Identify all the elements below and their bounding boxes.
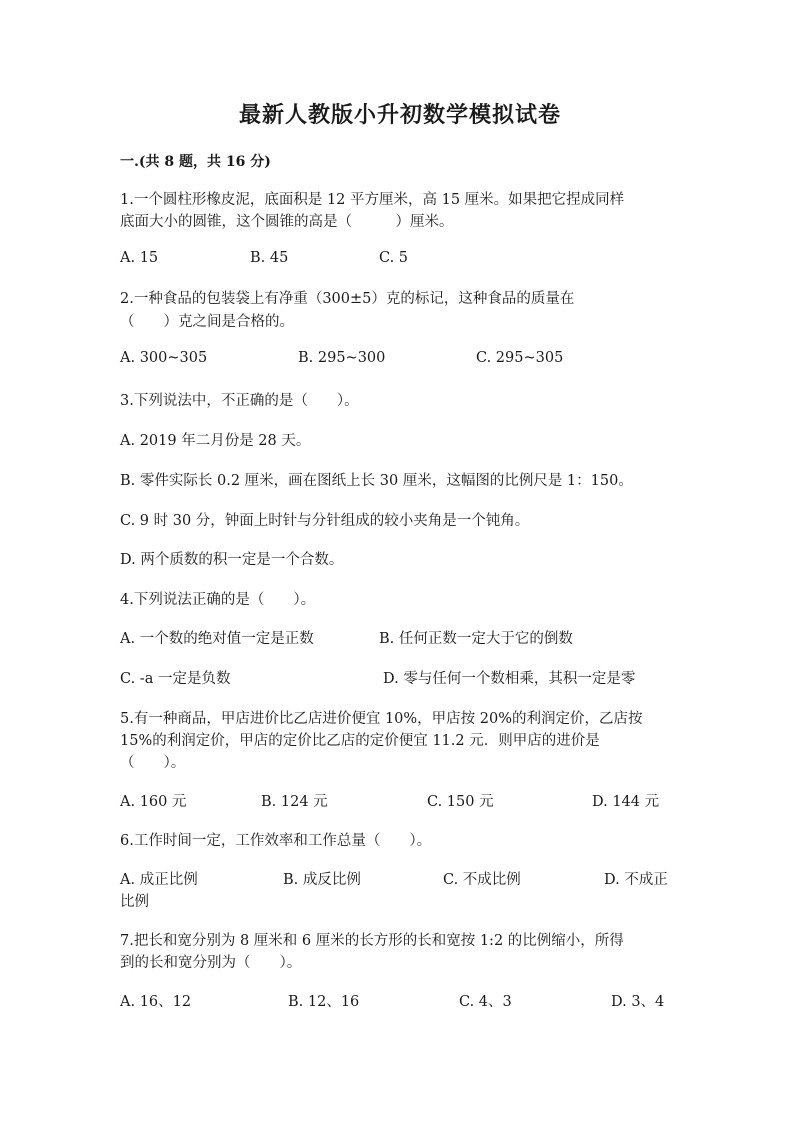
question-3-option-a: A. 2019 年二月份是 28 天。 (120, 433, 311, 449)
question-4-option-a: A. 一个数的绝对值一定是正数 (120, 631, 314, 647)
question-5-option-a: A. 160 元 (120, 794, 187, 810)
question-7-option-a: A. 16、12 (120, 994, 192, 1010)
question-7-option-b: B. 12、16 (288, 994, 360, 1010)
question-4-option-c: C. -a 一定是负数 (120, 671, 231, 687)
question-1-line-2: 底面大小的圆锥，这个圆锥的高是（ ）厘米。 (120, 214, 454, 230)
question-1-option-c: C. 5 (379, 250, 409, 266)
question-6-option-d: D. 不成正 (604, 872, 668, 888)
question-5-option-d: D. 144 元 (592, 794, 660, 810)
question-5-line-1: 5.有一种商品，甲店进价比乙店进价便宜 10%，甲店按 20%的利润定价，乙店按 (120, 711, 643, 727)
question-3-line-1: 3.下列说法中，不正确的是（ ）。 (120, 393, 359, 409)
question-6-line-1: 6.工作时间一定，工作效率和工作总量（ ）。 (120, 833, 432, 849)
question-6-option-a: A. 成正比例 (120, 872, 198, 888)
question-3-option-b: B. 零件实际长 0.2 厘米，画在图纸上长 30 厘米，这幅图的比例尺是 1：150。 (120, 473, 633, 489)
question-1-option-a: A. 15 (120, 250, 159, 266)
question-1-line-1: 1.一个圆柱形橡皮泥，底面积是 12 平方厘米，高 15 厘米。如果把它捏成同样 (120, 192, 625, 208)
question-2-line-1: 2.一种食品的包装袋上有净重（300±5）克的标记，这种食品的质量在 (120, 291, 575, 307)
question-5-option-c: C. 150 元 (427, 794, 494, 810)
question-7-line-2: 到的长和宽分别为（ ）。 (120, 955, 302, 971)
question-7-option-c: C. 4、3 (459, 994, 512, 1010)
question-4-line-1: 4.下列说法正确的是（ ）。 (120, 592, 316, 608)
question-6-option-d-continued: 比例 (120, 894, 149, 910)
page-title: 最新人教版小升初数学模拟试卷 (238, 102, 561, 128)
question-5-line-2: 15%的利润定价，甲店的定价比乙店的定价便宜 11.2 元．则甲店的进价是 (120, 733, 600, 749)
question-3-option-d: D. 两个质数的积一定是一个合数。 (120, 552, 344, 568)
question-5-option-b: B. 124 元 (261, 794, 328, 810)
question-4-option-d: D. 零与任何一个数相乘，其积一定是零 (383, 671, 636, 687)
question-7-option-d: D. 3、4 (611, 994, 665, 1010)
section-heading: 一.(共 8 题，共 16 分) (120, 154, 271, 170)
question-2-line-2: （ ）克之间是合格的。 (120, 314, 294, 330)
question-2-option-b: B. 295~300 (298, 350, 386, 366)
question-2-option-c: C. 295~305 (476, 350, 564, 366)
question-6-option-c: C. 不成比例 (443, 872, 521, 888)
question-1-option-b: B. 45 (250, 250, 289, 266)
question-4-option-b: B. 任何正数一定大于它的倒数 (379, 631, 573, 647)
question-2-option-a: A. 300~305 (120, 350, 208, 366)
question-6-option-b: B. 成反比例 (283, 872, 361, 888)
question-3-option-c: C. 9 时 30 分，钟面上时针与分针组成的较小夹角是一个钝角。 (120, 513, 530, 529)
question-7-line-1: 7.把长和宽分别为 8 厘米和 6 厘米的长方形的长和宽按 1:2 的比例缩小，所得 (120, 933, 624, 949)
question-5-line-3: （ ）。 (120, 755, 186, 771)
